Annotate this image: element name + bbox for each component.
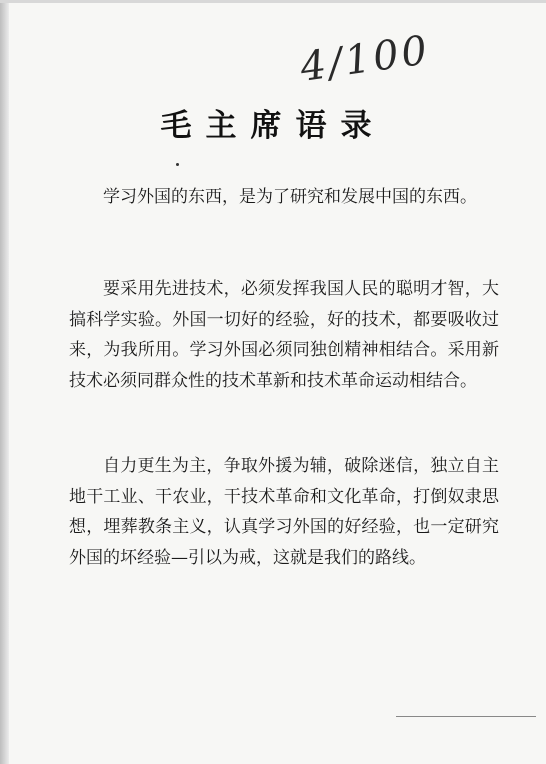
handwritten-page-number: 4/100 <box>297 27 433 91</box>
scan-speck <box>176 163 179 166</box>
scan-bottom-line <box>396 716 536 717</box>
quote-paragraph-1: 学习外国的东西，是为了研究和发展中国的东西。 <box>103 187 477 207</box>
quote-paragraph-2: 要采用先进技术，必须发挥我国人民的聪明才智，大搞科学实验。外国一切好的经验，好的技术，都要吸收过来，为我所用。学习外国必须同独创精神相结合。采用新技术必须同群众性的技术革新和技术革命运动相结合。 <box>69 279 499 391</box>
quote-paragraph-3: 自力更生为主，争取外援为辅，破除迷信，独立自主地干工业、干农业，干技术革命和文化革命，打倒奴隶思想，埋葬教条主义，认真学习外国的好经验，也一定研究外国的坏经验—引以为戒，这就是我们的路线。 <box>69 456 499 568</box>
page-title: 毛主席语录 <box>160 108 386 144</box>
scan-top-edge <box>0 0 546 3</box>
